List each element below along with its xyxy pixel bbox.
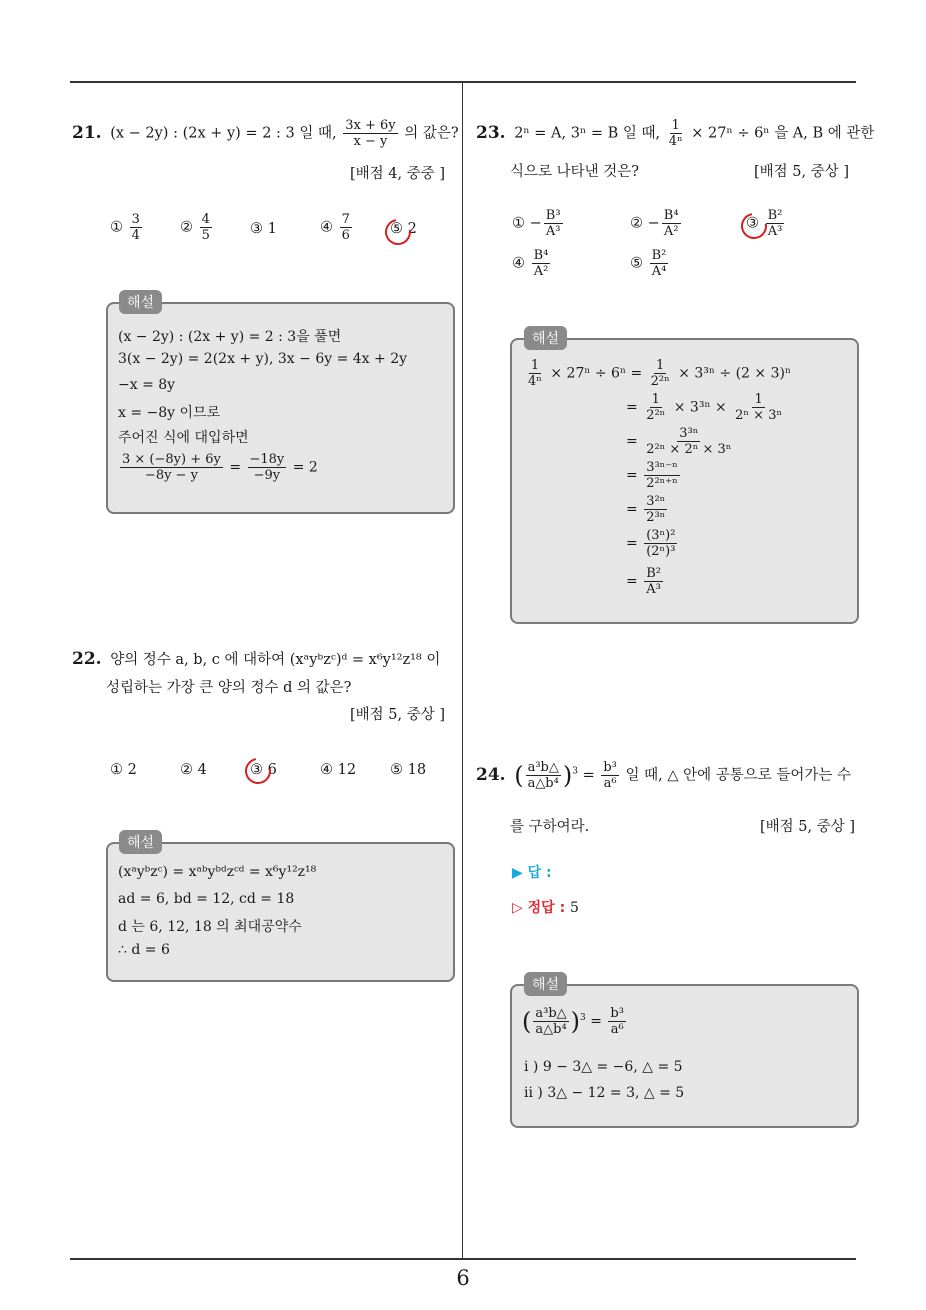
result: = 2 bbox=[292, 459, 318, 476]
frac-den: a⁶ bbox=[603, 776, 617, 791]
q23-question-line-2: 식으로 나타낸 것은? bbox=[510, 164, 640, 180]
frac-num: −18y bbox=[249, 452, 285, 467]
q23-score: [배점 5, 중상 ] bbox=[754, 164, 850, 180]
choice-mark: ④ bbox=[512, 255, 525, 272]
frac-num: 1 bbox=[656, 358, 665, 373]
sol-fraction bbox=[644, 528, 677, 559]
choice-sign: − bbox=[529, 215, 542, 232]
frac-den: 6 bbox=[341, 228, 350, 243]
q22-solution-box bbox=[106, 842, 455, 982]
choice-mark: ⑤ bbox=[630, 255, 643, 272]
frac-num: 1 bbox=[651, 392, 660, 407]
frac-num: 3 bbox=[131, 212, 140, 227]
choice-fraction bbox=[544, 208, 563, 239]
sol-text: × 3³ⁿ × bbox=[673, 399, 727, 416]
q24-score: [배점 5, 중상 ] bbox=[760, 819, 856, 835]
q24-solution-tag: 해설 bbox=[524, 972, 567, 996]
sol-text: × 3³ⁿ ÷ (2 × 3)ⁿ bbox=[678, 365, 792, 382]
q24-inner-fraction bbox=[526, 760, 561, 791]
q23-sol-line-4 bbox=[626, 460, 682, 491]
frac-num: 3³ⁿ bbox=[679, 426, 699, 441]
q21-choice-4[interactable] bbox=[320, 212, 354, 243]
q24-text-1-tail: 일 때, △ 안에 공통으로 들어가는 수 bbox=[625, 767, 851, 784]
sol-fraction bbox=[644, 426, 733, 457]
frac-den: 2²ⁿ⁺ⁿ bbox=[646, 476, 678, 491]
frac-num: (3ⁿ)² bbox=[646, 528, 676, 543]
equals: = bbox=[626, 399, 638, 416]
answer-label: ▶ 답 : bbox=[512, 865, 552, 881]
q21-question bbox=[72, 118, 459, 149]
q22-text-1: 양의 정수 a, b, c 에 대하여 (xᵃyᵇzᶜ)ᵈ = x⁶y¹²z¹⁸ 이 bbox=[110, 652, 441, 668]
column-divider bbox=[462, 83, 463, 1259]
frac-num: B⁴ bbox=[663, 208, 679, 223]
frac-num: b³ bbox=[603, 760, 617, 775]
frac-num: 1 bbox=[671, 118, 680, 133]
q24-question-line-1 bbox=[476, 760, 851, 791]
sol-fraction bbox=[733, 392, 784, 423]
choice-mark: ② bbox=[180, 219, 193, 236]
q22-choice-3[interactable]: ③ 6 bbox=[250, 762, 277, 778]
q21-sol-line-4: x = −8y 이므로 bbox=[118, 405, 221, 421]
q21-sol-line-5: 주어진 식에 대입하면 bbox=[118, 430, 249, 446]
choice-mark: ① bbox=[512, 215, 525, 232]
frac-num: 7 bbox=[341, 212, 350, 227]
q21-number: 21. bbox=[72, 122, 102, 143]
choice-fraction bbox=[532, 248, 551, 279]
q22-choice-5[interactable]: ⑤ 18 bbox=[390, 762, 427, 778]
choice-text: 2 bbox=[407, 221, 417, 237]
q24-number: 24. bbox=[476, 764, 506, 785]
frac-num: a³b△ bbox=[535, 1006, 567, 1021]
q22-choice-4[interactable]: ④ 12 bbox=[320, 762, 357, 778]
q22-sol-line-4: ∴ d = 6 bbox=[118, 942, 170, 958]
choice-fraction bbox=[130, 212, 142, 243]
choice-mark: ② bbox=[630, 215, 643, 232]
q24-sol-line-2: i ) 9 − 3△ = −6, △ = 5 bbox=[524, 1059, 683, 1075]
q21-choice-3[interactable] bbox=[250, 221, 277, 237]
sol-fraction bbox=[644, 566, 663, 597]
q21-frac-num: 3x + 6y bbox=[345, 118, 396, 133]
frac-num: b³ bbox=[610, 1006, 624, 1021]
q23-sol-line-2 bbox=[626, 392, 786, 423]
frac-num: B² bbox=[767, 208, 783, 223]
frac-num: 1 bbox=[754, 392, 763, 407]
sol-fraction bbox=[649, 358, 672, 389]
left-paren: ( bbox=[522, 1007, 532, 1036]
correct-answer-label bbox=[512, 897, 579, 917]
sol-fraction bbox=[644, 494, 667, 525]
sol-fraction bbox=[608, 1006, 626, 1037]
page-number: 6 bbox=[456, 1266, 470, 1290]
frac-num: 3 × (−8y) + 6y bbox=[122, 452, 221, 467]
frac-den: a△b⁴ bbox=[527, 776, 559, 791]
q23-text-1-tail: × 27ⁿ ÷ 6ⁿ 을 A, B 에 관한 bbox=[691, 125, 875, 142]
q21-sol-final bbox=[118, 452, 318, 483]
q23-choice-5[interactable] bbox=[630, 248, 670, 279]
frac-num: a³b△ bbox=[527, 760, 559, 775]
equals: = bbox=[626, 433, 638, 450]
q22-number: 22. bbox=[72, 649, 102, 669]
equals: = bbox=[626, 467, 638, 484]
equals: = bbox=[626, 535, 638, 552]
q21-sol-line-2: 3(x − 2y) = 2(2x + y), 3x − 6y = 4x + 2y bbox=[118, 351, 408, 367]
frac-num: 3³ⁿ⁻ⁿ bbox=[646, 460, 678, 475]
q24-sol-line-1 bbox=[522, 1006, 628, 1037]
sol-text: × 27ⁿ ÷ 6ⁿ = bbox=[550, 365, 643, 382]
q23-sol-line-1 bbox=[524, 358, 791, 389]
q22-sol-line-2: ad = 6, bd = 12, cd = 18 bbox=[118, 891, 295, 907]
equals: = bbox=[626, 501, 638, 518]
frac-num: B² bbox=[646, 566, 661, 581]
q22-question-line-2: 성립하는 가장 큰 양의 정수 d 의 값은? bbox=[106, 680, 352, 696]
frac-den: 5 bbox=[201, 228, 210, 243]
q21-choice-1[interactable] bbox=[110, 212, 144, 243]
frac-den: A³ bbox=[545, 224, 561, 239]
choice-mark: ⑤ bbox=[390, 221, 403, 237]
choice-fraction bbox=[340, 212, 352, 243]
sol-fraction bbox=[644, 392, 667, 423]
left-paren: ( bbox=[514, 761, 524, 790]
q23-fraction bbox=[667, 118, 685, 149]
frac-den: −8y − y bbox=[144, 468, 198, 483]
correct-label-text: ▷ 정답 : bbox=[512, 900, 566, 916]
frac-den: 4ⁿ bbox=[528, 374, 542, 389]
frac-den: 4ⁿ bbox=[668, 134, 683, 149]
frac-num: B⁴ bbox=[533, 248, 549, 263]
choice-fraction bbox=[766, 208, 785, 239]
right-paren: ) bbox=[570, 1007, 581, 1036]
q22-score: [배점 5, 중상 ] bbox=[350, 707, 446, 723]
frac-den: 2ⁿ × 3ⁿ bbox=[735, 408, 783, 423]
q24-rhs-fraction bbox=[601, 760, 619, 791]
frac-den: −9y bbox=[253, 468, 281, 483]
q22-sol-line-3: d 는 6, 12, 18 의 최대공약수 bbox=[118, 919, 302, 935]
bottom-rule bbox=[70, 1258, 856, 1260]
frac-den: A² bbox=[533, 264, 549, 279]
q21-lead: (x − 2y) : (2x + y) = 2 : 3 일 때, bbox=[110, 125, 337, 142]
equals: = bbox=[229, 459, 242, 476]
frac-den: (2ⁿ)³ bbox=[646, 544, 676, 559]
equals: = bbox=[582, 767, 595, 784]
sol-fraction bbox=[533, 1006, 568, 1037]
frac-num: 3²ⁿ bbox=[646, 494, 666, 509]
frac-den: 2²ⁿ × 2ⁿ × 3ⁿ bbox=[646, 442, 732, 457]
power: 3 bbox=[580, 1012, 586, 1023]
choice-mark: ③ bbox=[746, 215, 759, 232]
frac-den: 2²ⁿ bbox=[646, 408, 666, 423]
choice-fraction bbox=[650, 248, 669, 279]
q23-solution-tag: 해설 bbox=[524, 326, 567, 350]
sol-fraction bbox=[248, 452, 287, 483]
q23-sol-line-6 bbox=[626, 528, 679, 559]
correct-answer-value: 5 bbox=[570, 900, 579, 916]
q23-choice-4[interactable] bbox=[512, 248, 552, 279]
q23-question-line-1 bbox=[476, 118, 874, 149]
q22-solution-tag: 해설 bbox=[119, 830, 162, 854]
sol-fraction bbox=[526, 358, 544, 389]
frac-den: 2³ⁿ bbox=[646, 510, 666, 525]
choice-fraction bbox=[662, 208, 681, 239]
q22-choice-2[interactable]: ② 4 bbox=[180, 762, 207, 778]
q24-question-line-2: 를 구하여라. bbox=[510, 819, 590, 835]
frac-den: a⁶ bbox=[610, 1022, 624, 1037]
equals: = bbox=[626, 573, 638, 590]
choice-mark: ④ bbox=[320, 219, 333, 236]
q23-sol-line-5 bbox=[626, 494, 669, 525]
q21-sol-line-1: (x − 2y) : (2x + y) = 2 : 3을 풀면 bbox=[118, 329, 342, 345]
q22-sol-line-1: (xᵃyᵇzᶜ) = xᵃᵇyᵇᵈzᶜᵈ = x⁶y¹²z¹⁸ bbox=[118, 864, 317, 880]
equals: = bbox=[590, 1013, 602, 1030]
frac-den: A² bbox=[663, 224, 679, 239]
frac-num: B³ bbox=[545, 208, 561, 223]
frac-num: 4 bbox=[201, 212, 210, 227]
q21-frac-den: x − y bbox=[353, 134, 388, 149]
frac-den: A⁴ bbox=[651, 264, 667, 279]
frac-num: B² bbox=[651, 248, 667, 263]
choice-mark: ③ bbox=[250, 221, 263, 237]
q23-choice-1[interactable] bbox=[512, 208, 565, 239]
top-rule bbox=[70, 81, 856, 83]
sol-fraction bbox=[644, 460, 680, 491]
q23-choice-2[interactable] bbox=[630, 208, 683, 239]
q24-power: 3 bbox=[572, 766, 578, 777]
q23-text-1: 2ⁿ = A, 3ⁿ = B 일 때, bbox=[514, 125, 661, 142]
q21-solution-tag: 해설 bbox=[119, 290, 162, 314]
answer-circle-mark bbox=[240, 753, 276, 789]
choice-text: 1 bbox=[267, 221, 277, 237]
frac-den: A³ bbox=[646, 582, 661, 597]
right-paren: ) bbox=[562, 761, 573, 790]
frac-num: 1 bbox=[530, 358, 540, 373]
q21-tail: 의 값은? bbox=[404, 125, 459, 142]
answer-circle-mark bbox=[380, 214, 416, 250]
frac-den: 4 bbox=[131, 228, 140, 243]
choice-sign: − bbox=[647, 215, 660, 232]
frac-den: a△b⁴ bbox=[535, 1022, 567, 1037]
frac-den: 2²ⁿ bbox=[650, 374, 670, 389]
q23-sol-line-7 bbox=[626, 566, 665, 597]
frac-den: A³ bbox=[767, 224, 783, 239]
q23-number: 23. bbox=[476, 122, 506, 143]
choice-mark: ① bbox=[110, 219, 123, 236]
sol-fraction bbox=[120, 452, 223, 483]
q22-question-line-1 bbox=[72, 648, 440, 669]
q21-score: [배점 4, 중중 ] bbox=[350, 166, 446, 182]
q23-sol-line-3 bbox=[626, 426, 735, 457]
q21-choice-2[interactable] bbox=[180, 212, 214, 243]
choice-fraction bbox=[200, 212, 212, 243]
q21-fraction bbox=[343, 118, 397, 149]
q24-sol-line-3: ii ) 3△ − 12 = 3, △ = 5 bbox=[524, 1085, 685, 1101]
q22-choice-1[interactable]: ① 2 bbox=[110, 762, 137, 778]
q21-sol-line-3: −x = 8y bbox=[118, 377, 176, 393]
